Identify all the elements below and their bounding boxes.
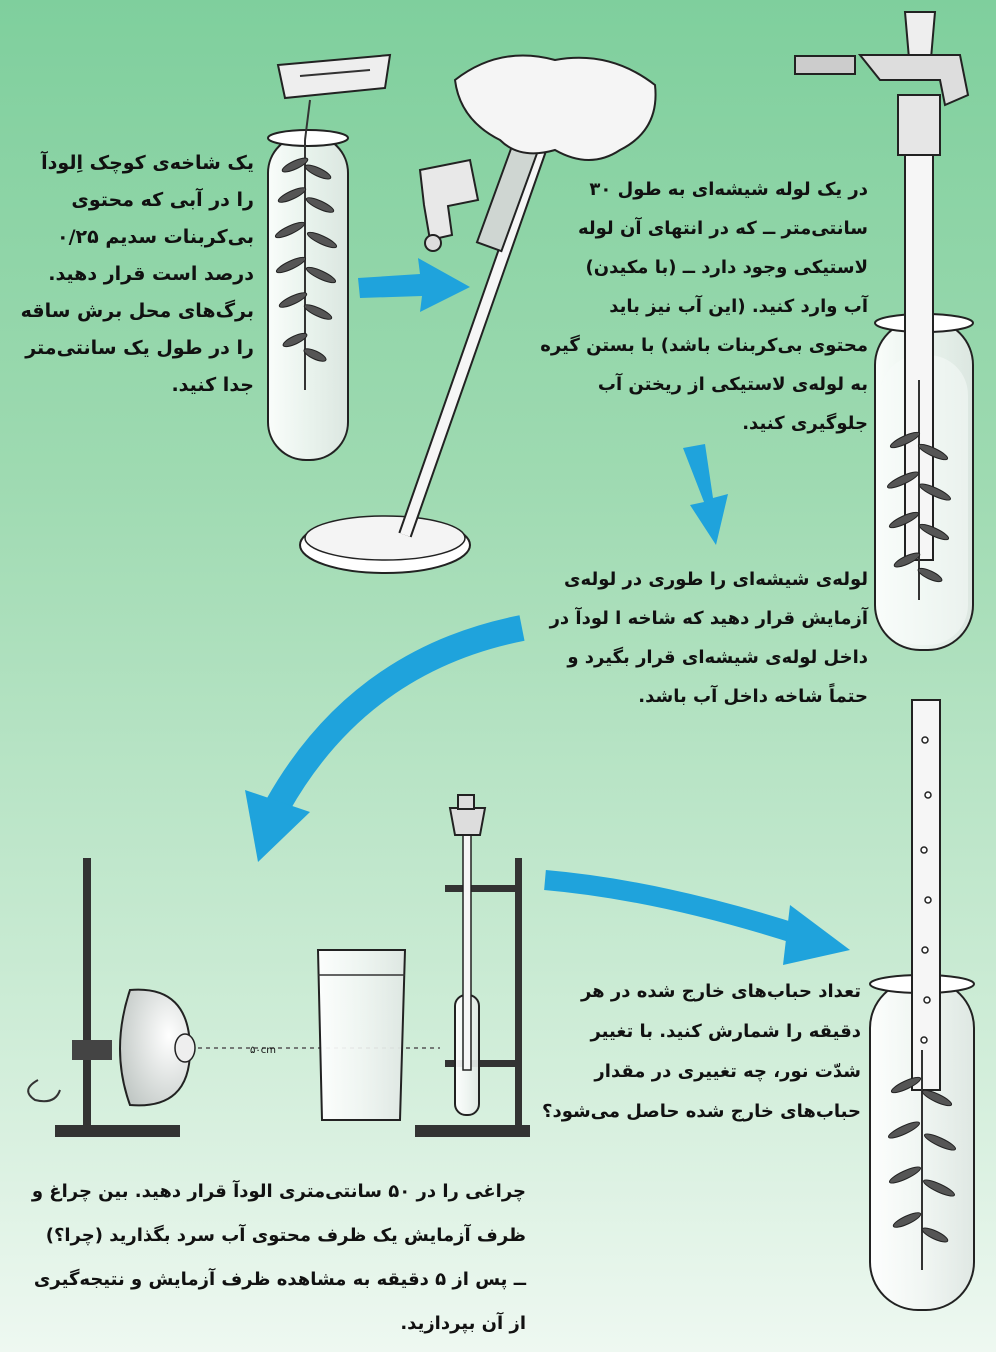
cold-water-beaker [318,950,405,1120]
step-4-text [542,972,861,1132]
step-3-line: داخل لوله‌ی شیشه‌ای قرار بگیرد و [567,647,868,668]
clamp-stand-with-test-tube [415,795,530,1137]
step-1-line: بی‌کربنات سدیم ۰/۲۵ [57,226,254,248]
step-3-line: لوله‌ی شیشه‌ای را طوری در لوله‌ی [564,569,868,590]
step-1-line: را در آبی که محتوی [71,189,254,211]
step-4-line: حباب‌های خارج شده حاصل می‌شود؟ [542,1101,861,1122]
step-5-line: ــ پس از ۵ دقیقه به مشاهده ظرف آزمایش و نتیجه‌گیری [33,1269,526,1290]
step-1-line: برگ‌های محل برش ساقه [20,300,254,322]
curved-arrow-right-icon [545,880,850,965]
step-3-line: حتماً شاخه داخل آب باشد. [638,686,868,707]
step-2-line: سانتی‌متر ــ که در انتهای آن لوله [577,218,868,239]
step-1-line: را در طول یک سانتی‌متر [25,337,254,359]
step-2-line: جلوگیری کنید. [742,413,868,434]
step-3-text [550,560,868,716]
step-3-line: آزمایش قرار دهید که شاخه ا لودآ در [549,608,868,629]
arrow-down-icon [683,444,728,545]
distance-label: ۵۰cm [250,1045,276,1056]
step-5-line: ظرف آزمایش یک ظرف محتوی آب سرد بگذارید (چرا؟) [45,1225,526,1246]
step-2-line: آب وارد کنید. (این آب نیز باید [609,296,868,317]
step-1-line: جدا کنید. [171,374,254,396]
arrow-right-icon [358,258,470,312]
test-tube-with-elodea [268,55,390,460]
step-1-line: درصد است قرار دهید. [48,263,254,285]
step-2-line: به لوله‌ی لاستیکی از ریختن آب [597,374,868,395]
step-1-text [21,145,254,404]
step-1-line: یک شاخه‌ی کوچک اِلودآ [41,152,254,174]
step-5-text [32,1170,526,1346]
test-tube-with-bubbles [870,700,974,1310]
step-4-line: دقیقه را شمارش کنید. با تغییر [590,1021,861,1042]
step-2-line: در یک لوله شیشه‌ای به طول ۳۰ [589,179,868,200]
step-4-line: شدّت نور، چه تغییری در مقدار [594,1061,861,1082]
step-5-line: چراغی را در ۵۰ سانتی‌متری الودآ قرار دهید. بین چراغ و [31,1181,526,1202]
step-4-line: تعداد حباب‌های خارج شده در هر [580,981,861,1002]
step-2-line: لاستیکی وجود دارد ــ (با مکیدن) [585,257,868,278]
step-5-line: از آن بپردازید. [400,1313,526,1334]
step-2-text [540,170,868,443]
step-2-line: محتوی بی‌کربنات باشد) با بستن گیره [540,335,868,356]
